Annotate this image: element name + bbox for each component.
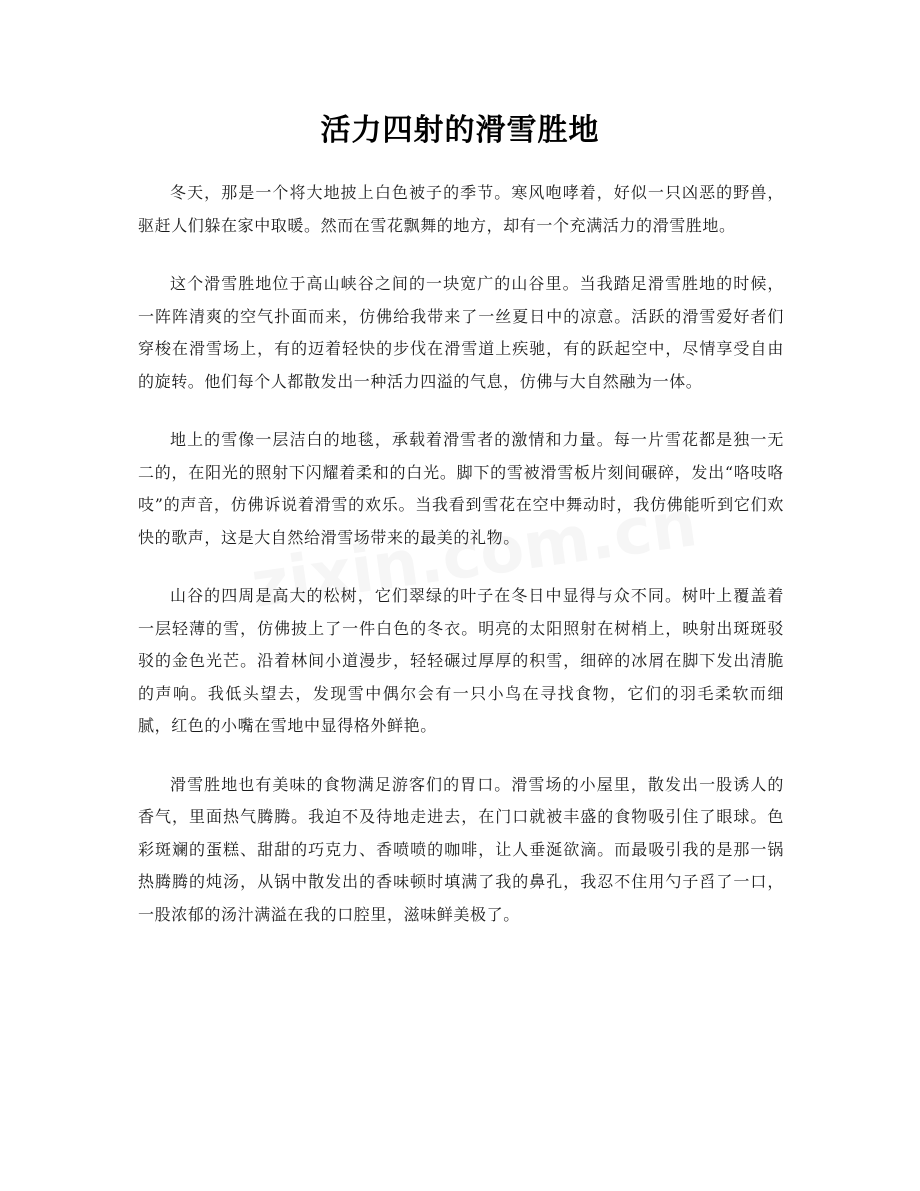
paragraph-2: 这个滑雪胜地位于高山峡谷之间的一块宽广的山谷里。当我踏足滑雪胜地的时候，一阵阵清爽的空气扑面而来，仿佛给我带来了一丝夏日中的凉意。活跃的滑雪爱好者们穿梭在滑雪场上，有的迈着轻快的步伐在滑雪道上疾驰，有的跃起空中，尽情享受自由的旋转。他们每个人都散发出一种活力四溢的气息，仿佛与大自然融为一体。 xyxy=(138,274,784,391)
document-body xyxy=(138,177,784,957)
document-title: 活力四射的滑雪胜地 xyxy=(320,113,600,148)
paragraph-4: 山谷的四周是高大的松树，它们翠绿的叶子在冬日中显得与众不同。树叶上覆盖着一层轻薄的雪，仿佛披上了一件白色的冬衣。明亮的太阳照射在树梢上，映射出斑斑驳驳的金色光芒。沿着林间小道漫步，轻轻碾过厚厚的积雪，细碎的冰屑在脚下发出清脆的声响。我低头望去，发现雪中偶尔会有一只小鸟在寻找食物，它们的羽毛柔软而细腻，红色的小嘴在雪地中显得格外鲜艳。 xyxy=(138,586,784,735)
paragraph-3: 地上的雪像一层洁白的地毯，承载着滑雪者的激情和力量。每一片雪花都是独一无二的，在阳光的照射下闪耀着柔和的白光。脚下的雪被滑雪板片刻间碾碎，发出“咯吱咯吱”的声音，仿佛诉说着滑雪的欢乐。当我看到雪花在空中舞动时，我仿佛能听到它们欢快的歌声，这是大自然给滑雪场带来的最美的礼物。 xyxy=(138,430,784,547)
paragraph-5: 滑雪胜地也有美味的食物满足游客们的胃口。滑雪场的小屋里，散发出一股诱人的香气，里面热气腾腾。我迫不及待地走进去，在门口就被丰盛的食物吸引住了眼球。色彩斑斓的蛋糕、甜甜的巧克力、香喷喷的咖啡，让人垂涎欲滴。而最吸引我的是那一锅热腾腾的炖汤，从锅中散发出的香味顿时填满了我的鼻孔，我忍不住用勺子舀了一口，一股浓郁的汤汁满溢在我的口腔里，滋味鲜美极了。 xyxy=(138,774,784,924)
paragraph-1: 冬天，那是一个将大地披上白色被子的季节。寒风咆哮着，好似一只凶恶的野兽，驱赶人们躲在家中取暖。然而在雪花飘舞的地方，却有一个充满活力的滑雪胜地。 xyxy=(138,183,784,235)
